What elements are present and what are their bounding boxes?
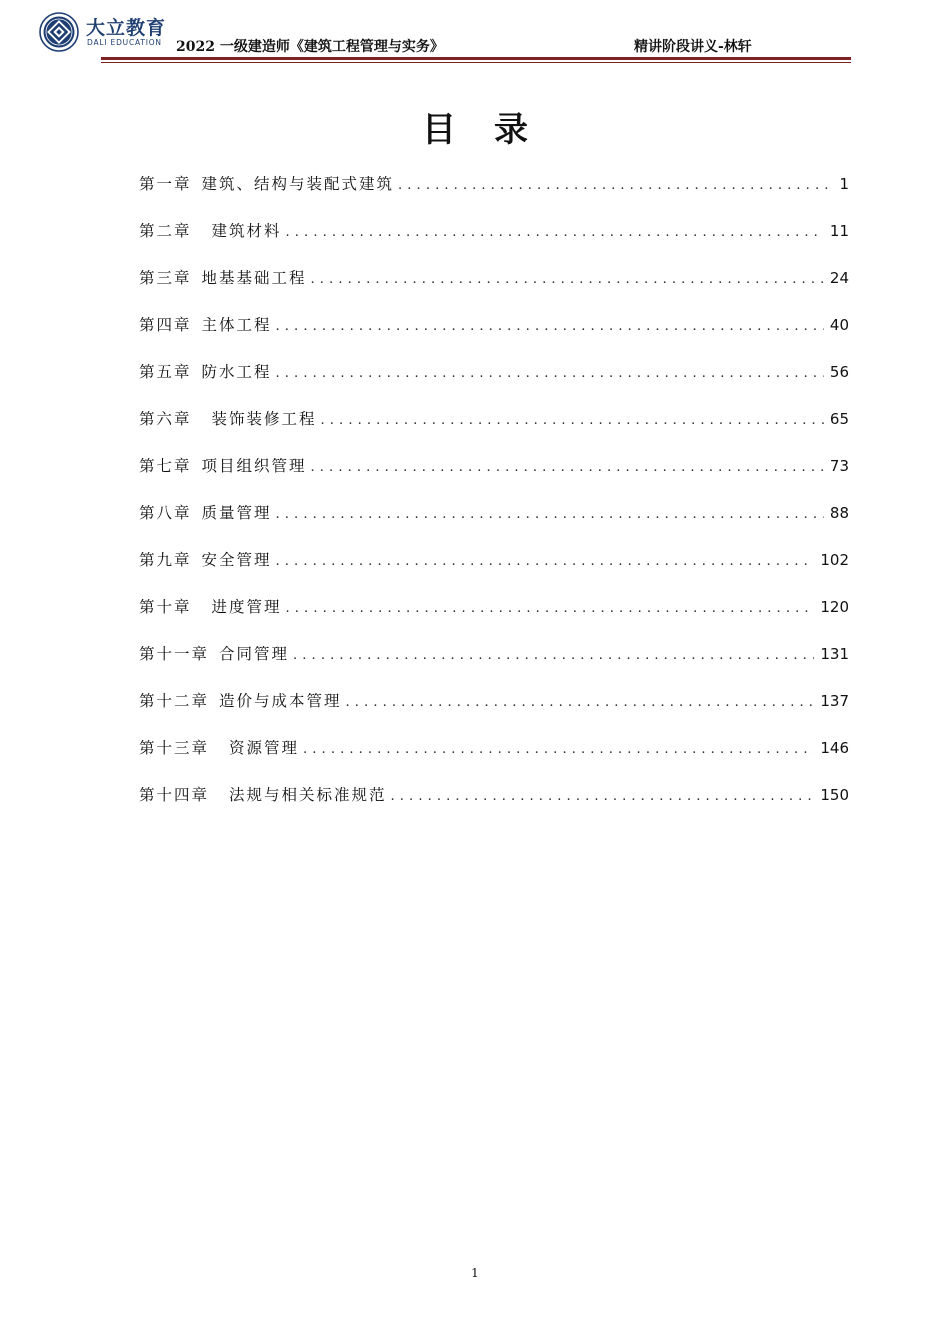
toc-chapter-number: 第二章 bbox=[139, 222, 192, 240]
toc-entry[interactable] bbox=[139, 779, 849, 826]
header-rule-thin bbox=[101, 62, 851, 63]
document-subtitle: 精讲阶段讲义-林轩 bbox=[634, 39, 752, 55]
toc-page-number: 40 bbox=[829, 316, 849, 334]
toc-chapter-number: 第六章 bbox=[139, 410, 192, 428]
toc-chapter-number: 第十三章 bbox=[139, 739, 210, 757]
toc-entry-label bbox=[139, 736, 299, 758]
toc-entry-label bbox=[139, 548, 272, 570]
toc-chapter-title: 进度管理 bbox=[211, 598, 282, 616]
toc-dot-leader bbox=[321, 413, 824, 428]
toc-entry-label bbox=[139, 783, 387, 805]
logo-wordmark-cn: 大立教育 bbox=[86, 17, 167, 39]
toc-entry[interactable] bbox=[139, 215, 849, 262]
toc-chapter-title: 防水工程 bbox=[201, 363, 272, 381]
toc-dot-leader bbox=[303, 742, 814, 757]
toc-chapter-number: 第十二章 bbox=[139, 692, 210, 710]
toc-chapter-number: 第一章 bbox=[139, 175, 192, 193]
toc-entry[interactable] bbox=[139, 309, 849, 356]
toc-chapter-title: 建筑材料 bbox=[211, 222, 282, 240]
toc-chapter-number: 第十四章 bbox=[139, 786, 210, 804]
toc-entry-label bbox=[139, 689, 342, 711]
page-header bbox=[0, 0, 950, 70]
toc-page-number: 131 bbox=[820, 645, 849, 663]
toc-chapter-number: 第十章 bbox=[139, 598, 192, 616]
toc-chapter-title: 主体工程 bbox=[201, 316, 272, 334]
toc-entry-label bbox=[139, 501, 272, 523]
toc-entry-label bbox=[139, 172, 394, 194]
toc-entry-label bbox=[139, 454, 307, 476]
toc-entry-label bbox=[139, 313, 272, 335]
toc-dot-leader bbox=[398, 178, 833, 193]
toc-chapter-title: 地基基础工程 bbox=[201, 269, 307, 287]
toc-page-number: 1 bbox=[839, 175, 849, 193]
toc-page-number: 146 bbox=[820, 739, 849, 757]
toc-dot-leader bbox=[276, 507, 824, 522]
toc-page-number: 137 bbox=[820, 692, 849, 710]
toc-entry[interactable] bbox=[139, 403, 849, 450]
toc-chapter-title: 合同管理 bbox=[219, 645, 290, 663]
toc-entry-label bbox=[139, 266, 307, 288]
toc-page-number: 120 bbox=[820, 598, 849, 616]
toc-chapter-number: 第八章 bbox=[139, 504, 192, 522]
toc-heading: 目录 bbox=[422, 110, 566, 150]
toc-chapter-title: 资源管理 bbox=[229, 739, 300, 757]
toc-list bbox=[139, 168, 849, 826]
toc-chapter-number: 第三章 bbox=[139, 269, 192, 287]
document-title: 2022 一级建造师《建筑工程管理与实务》 bbox=[176, 39, 444, 55]
toc-entry-label bbox=[139, 360, 272, 382]
toc-chapter-title: 建筑、结构与装配式建筑 bbox=[201, 175, 395, 193]
toc-dot-leader bbox=[311, 460, 824, 475]
toc-chapter-title: 法规与相关标准规范 bbox=[229, 786, 387, 804]
toc-entry-label bbox=[139, 595, 282, 617]
toc-entry[interactable] bbox=[139, 497, 849, 544]
toc-page-number: 73 bbox=[829, 457, 849, 475]
toc-dot-leader bbox=[276, 319, 824, 334]
toc-entry-label bbox=[139, 219, 282, 241]
logo-wordmark-en: DALI EDUCATION bbox=[87, 38, 162, 47]
page-number: 1 bbox=[471, 1266, 479, 1280]
toc-dot-leader bbox=[286, 601, 815, 616]
toc-dot-leader bbox=[293, 648, 814, 663]
toc-dot-leader bbox=[391, 789, 815, 804]
toc-chapter-number: 第九章 bbox=[139, 551, 192, 569]
toc-entry[interactable] bbox=[139, 591, 849, 638]
toc-entry-label bbox=[139, 642, 289, 664]
toc-page-number: 56 bbox=[829, 363, 849, 381]
toc-entry[interactable] bbox=[139, 544, 849, 591]
toc-chapter-number: 第五章 bbox=[139, 363, 192, 381]
dali-logo-icon bbox=[39, 12, 79, 52]
toc-chapter-number: 第七章 bbox=[139, 457, 192, 475]
toc-entry[interactable] bbox=[139, 356, 849, 403]
toc-dot-leader bbox=[286, 225, 824, 240]
toc-chapter-title: 质量管理 bbox=[201, 504, 272, 522]
header-rule-thick bbox=[101, 57, 851, 60]
toc-page-number: 11 bbox=[829, 222, 849, 240]
toc-chapter-title: 安全管理 bbox=[201, 551, 272, 569]
toc-page-number: 24 bbox=[829, 269, 849, 287]
toc-entry[interactable] bbox=[139, 168, 849, 215]
toc-chapter-title: 装饰装修工程 bbox=[211, 410, 317, 428]
toc-chapter-title: 项目组织管理 bbox=[201, 457, 307, 475]
toc-chapter-title: 造价与成本管理 bbox=[219, 692, 342, 710]
toc-page-number: 65 bbox=[829, 410, 849, 428]
toc-dot-leader bbox=[346, 695, 815, 710]
toc-dot-leader bbox=[311, 272, 824, 287]
toc-chapter-number: 第十一章 bbox=[139, 645, 210, 663]
toc-entry[interactable] bbox=[139, 638, 849, 685]
toc-dot-leader bbox=[276, 554, 815, 569]
toc-entry[interactable] bbox=[139, 685, 849, 732]
toc-dot-leader bbox=[276, 366, 824, 381]
toc-chapter-number: 第四章 bbox=[139, 316, 192, 334]
toc-entry[interactable] bbox=[139, 732, 849, 779]
toc-entry[interactable] bbox=[139, 450, 849, 497]
toc-page-number: 150 bbox=[820, 786, 849, 804]
toc-page-number: 88 bbox=[829, 504, 849, 522]
toc-entry[interactable] bbox=[139, 262, 849, 309]
toc-entry-label bbox=[139, 407, 317, 429]
toc-page-number: 102 bbox=[820, 551, 849, 569]
